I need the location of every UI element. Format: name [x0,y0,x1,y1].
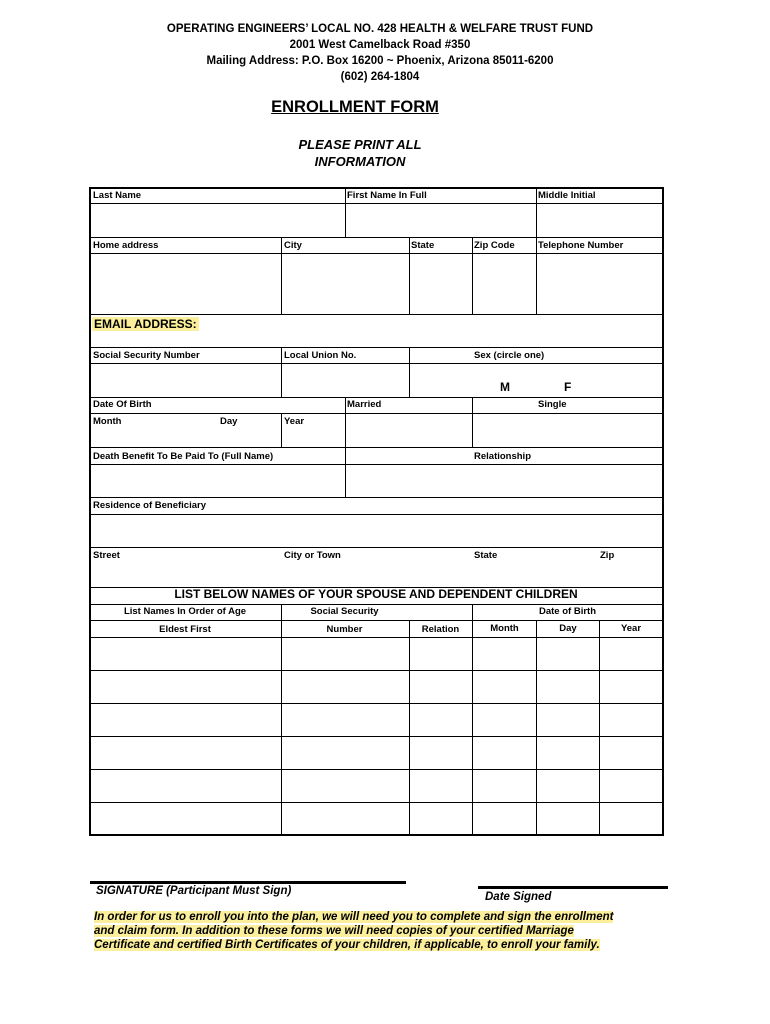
residence-zip-label: Zip [600,550,615,561]
grid-line [281,237,282,314]
enrollment-notice [94,910,664,952]
grid-line [89,347,662,348]
grid-line [345,397,346,447]
grid-line [662,187,664,835]
zip-code-label: Zip Code [474,240,515,251]
grid-line [89,397,662,398]
dependents-names-header-2: Eldest First [159,624,211,635]
dependents-relation-header: Relation [421,624,460,635]
dob-year-label: Year [284,416,305,427]
grid-line [536,187,537,237]
residence-state-label: State [474,550,498,561]
fund-street-address: 2001 West Camelback Road #350 [289,39,471,51]
grid-line [89,314,662,315]
grid-line [89,547,662,548]
grid-line [89,670,662,671]
grid-line [89,237,662,238]
fund-mailing-address: Mailing Address: P.O. Box 16200 ~ Phoenix, Arizona 85011-6200 [206,55,554,67]
grid-line [89,413,662,414]
grid-line [89,203,662,204]
signature-label: SIGNATURE (Participant Must Sign) [96,885,292,897]
grid-line [472,604,473,834]
dob-label: Date Of Birth [93,399,152,410]
relationship-label: Relationship [474,451,532,462]
date-signed-line[interactable] [478,886,668,889]
print-instruction-line1: PLEASE PRINT ALL [298,137,422,152]
dob-month-label: Month [93,416,122,427]
grid-line [89,447,662,448]
notice-line1: In order for us to enroll you into the plan, we will need you to complete and sign the enrollment [94,911,614,923]
middle-initial-label: Middle Initial [538,190,596,201]
notice-line2: and claim form. In addition to these forms we will need copies of your certified Marriage [94,925,574,937]
date-signed-label: Date Signed [485,891,552,903]
dependents-ssn-header-2: Number [326,624,363,635]
state-label: State [411,240,435,251]
grid-line [89,253,662,254]
sex-female-option[interactable]: F [564,380,572,394]
grid-line [89,620,662,621]
grid-line [345,447,346,497]
sex-label: Sex (circle one) [474,350,545,361]
local-union-label: Local Union No. [284,350,357,361]
dependents-ssn-header-1: Social Security [310,606,379,617]
grid-line [472,397,473,447]
signature-line[interactable] [90,881,406,884]
city-label: City [284,240,302,251]
grid-line [89,703,662,704]
grid-line [89,464,662,465]
grid-line [599,620,600,834]
grid-line [89,187,91,835]
grid-line [89,497,662,498]
grid-line [89,769,662,770]
single-label: Single [538,399,567,410]
grid-line [281,604,282,834]
notice-line3: Certificate and certified Birth Certificates of your children, if applicable, to enroll your family. [94,939,600,951]
fund-phone: (602) 264-1804 [340,71,420,83]
grid-line [89,187,664,189]
dependents-dob-header: Date of Birth [539,606,596,617]
grid-line [89,834,664,836]
grid-line [472,237,473,314]
telephone-label: Telephone Number [538,240,624,251]
grid-line [536,237,537,314]
fund-name: OPERATING ENGINEERS’ LOCAL NO. 428 HEALTH & WELFARE TRUST FUND [166,23,594,35]
street-label: Street [93,550,120,561]
last-name-label: Last Name [93,190,142,201]
married-label: Married [347,399,382,410]
ssn-label: Social Security Number [93,350,200,361]
dob-day-label: Day [220,416,238,427]
grid-line [89,514,662,515]
print-instruction-line2: INFORMATION [314,154,406,169]
grid-line [536,620,537,834]
form-title: ENROLLMENT FORM [271,98,439,116]
grid-line [89,637,662,638]
grid-line [89,736,662,737]
grid-line [345,187,346,237]
residence-label: Residence of Beneficiary [93,500,206,511]
grid-line [89,802,662,803]
home-address-label: Home address [93,240,159,251]
dependents-month-header: Month [490,623,519,634]
grid-line [281,347,282,397]
sex-male-option[interactable]: M [500,380,510,394]
dependents-names-header-1: List Names In Order of Age [123,606,247,617]
dependents-year-header: Year [620,623,642,634]
dependents-day-header: Day [559,623,577,634]
first-name-label: First Name In Full [347,190,427,201]
grid-line [281,413,282,447]
grid-line [409,347,410,397]
death-benefit-label: Death Benefit To Be Paid To (Full Name) [93,451,274,462]
grid-line [89,604,662,605]
city-town-label: City or Town [284,550,341,561]
grid-line [409,620,410,834]
grid-line [89,363,662,364]
dependents-heading: LIST BELOW NAMES OF YOUR SPOUSE AND DEPENDENT CHILDREN [174,587,578,601]
grid-line [409,237,410,314]
email-address-label: EMAIL ADDRESS: [94,317,197,331]
